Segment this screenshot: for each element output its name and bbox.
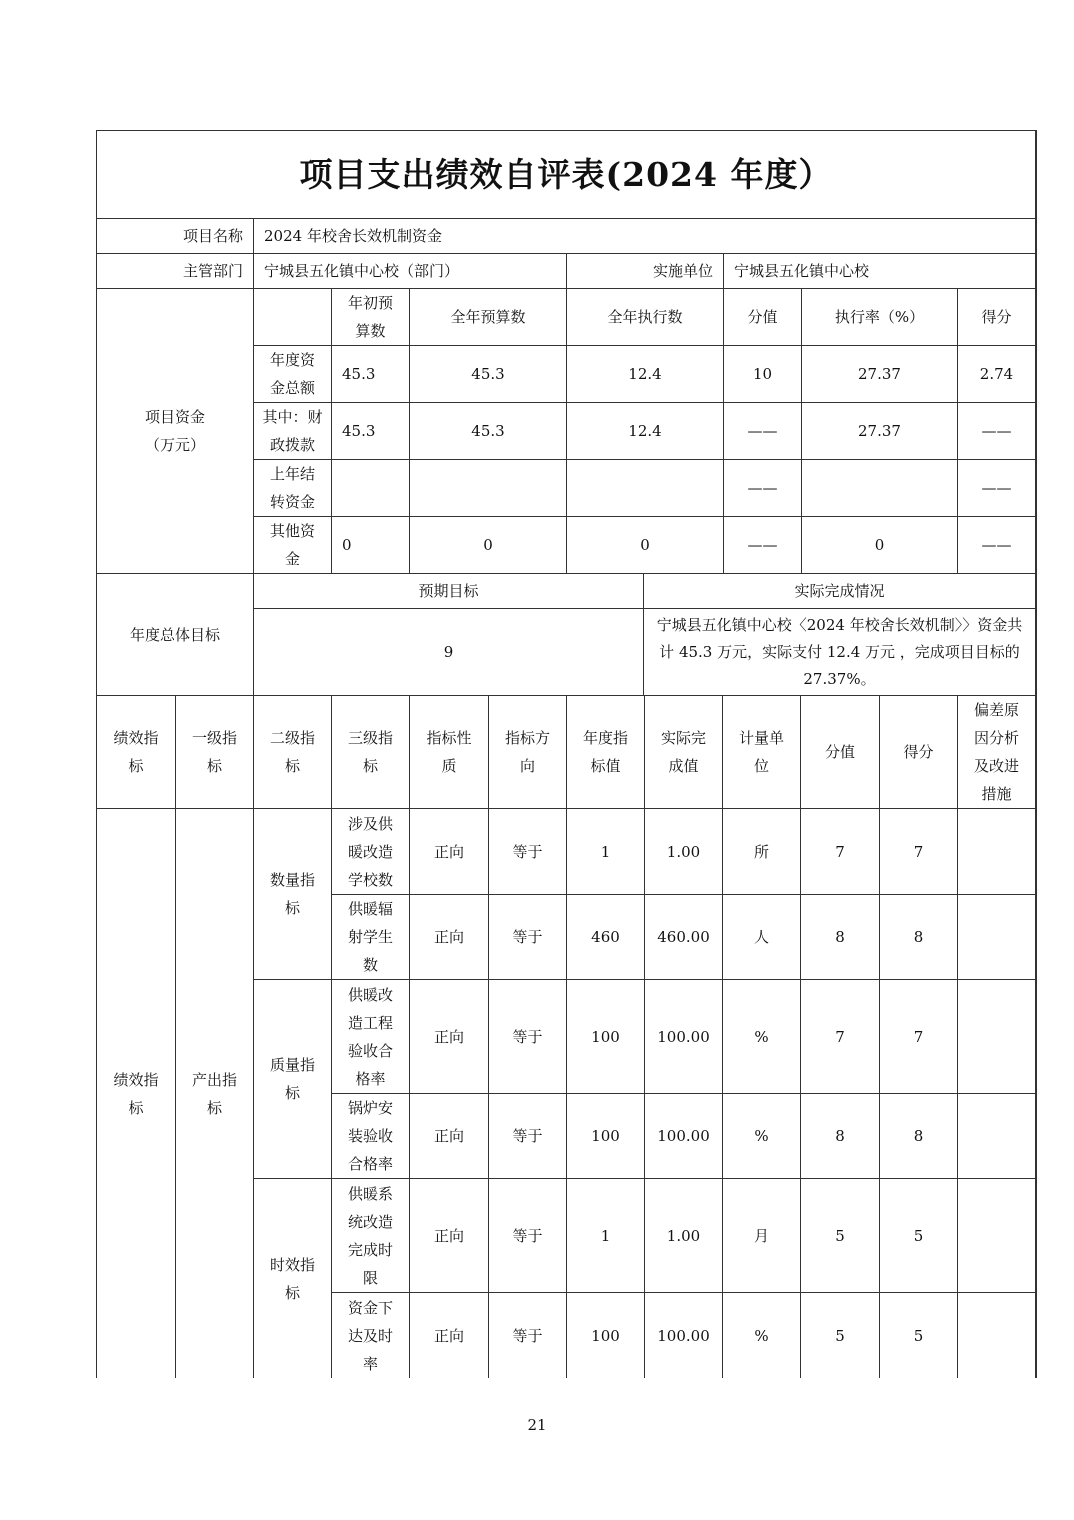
funds-header-4-text: 执行率（%） <box>834 308 925 326</box>
project-name-value-text: 2024 年校舍长效机制资金 <box>264 227 442 245</box>
ind-row-2-actual-text: 100.00 <box>657 1027 710 1046</box>
ind-row-0-target <box>567 809 645 895</box>
ind-row-5-actual <box>645 1293 723 1378</box>
impl-value <box>724 254 1036 289</box>
ind-header-5 <box>489 696 567 809</box>
ind-row-3-nature <box>410 1094 489 1179</box>
ind-row-2-note <box>958 980 1036 1094</box>
ind-header-3-text: 三级指 标 <box>347 729 393 775</box>
ind-row-2-target-text: 100 <box>591 1027 620 1046</box>
funds-row-1-initial <box>332 403 410 460</box>
ind-row-3-name <box>332 1094 410 1179</box>
goal-actual-value-text: 宁城县五化镇中心校〈2024 年校舍长效机制〉〉资金共计 45.3 万元，实际支付 12.4 万元 ，完成项目目标的 27.37%。 <box>656 615 1023 688</box>
funds-row-3-score_value-text: —— <box>747 536 778 554</box>
funds-row-0-initial <box>332 346 410 403</box>
ind-row-3-name-text: 锅炉安 装验收 合格率 <box>347 1099 393 1173</box>
funds-header-0-text: 年初预 算数 <box>347 294 393 340</box>
funds-row-1-rate <box>802 403 958 460</box>
funds-header-2-text: 全年执行数 <box>607 308 683 326</box>
ind-header-11 <box>958 696 1036 809</box>
ind-row-3-direction <box>489 1094 567 1179</box>
ind-row-4-actual-text: 1.00 <box>666 1226 701 1245</box>
ind-row-1-nature <box>410 895 489 980</box>
funds-row-2-initial <box>332 460 410 517</box>
ind-row-4-direction <box>489 1179 567 1293</box>
goal-actual-header-text: 实际完成情况 <box>794 582 885 600</box>
ind-row-1-name-text: 供暖辐 射学生 数 <box>347 900 393 974</box>
ind-row-3-target-text: 100 <box>591 1127 620 1145</box>
ind-group-1-text: 质量指 标 <box>269 1056 315 1102</box>
dept-label <box>97 254 254 289</box>
funds-row-3-score-text: —— <box>981 536 1012 554</box>
ind-row-0-nature-text: 正向 <box>433 842 464 861</box>
ind-row-4-unit <box>723 1179 801 1293</box>
performance-table <box>96 130 1037 1378</box>
funds-section-label-text: 项目资金 （万元） <box>144 408 205 454</box>
funds-row-label-3-text: 其他资 金 <box>269 522 315 568</box>
ind-row-5-direction-text: 等于 <box>512 1326 543 1345</box>
ind-header-7-text: 实际完 成值 <box>660 729 706 775</box>
funds-row-2-rate <box>802 460 958 517</box>
funds-row-label-2-text: 上年结 转资金 <box>269 465 315 511</box>
ind-row-1-unit-text: 人 <box>753 928 769 946</box>
ind-row-2-nature-text: 正向 <box>433 1027 464 1046</box>
ind-row-1-score_value-text: 8 <box>835 928 845 946</box>
ind-row-2-nature <box>410 980 489 1094</box>
ind-row-0-unit-text: 所 <box>753 842 769 861</box>
goal-label <box>97 574 254 696</box>
funds-row-0-rate-text: 27.37 <box>858 365 901 383</box>
funds-row-0-score_value-text: 10 <box>752 365 773 383</box>
impl-label-text: 实施单位 <box>652 262 713 280</box>
ind-row-1-score_value <box>801 895 880 980</box>
ind-header-10 <box>880 696 958 809</box>
funds-row-3-executed-text: 0 <box>640 536 650 554</box>
ind-row-1-actual-text: 460.00 <box>657 928 710 946</box>
goal-expected-header-text: 预期目标 <box>418 582 479 600</box>
ind-header-9 <box>801 696 880 809</box>
funds-row-3-initial <box>332 517 410 574</box>
project-name-value <box>254 219 1036 254</box>
dept-value <box>254 254 567 289</box>
ind-row-0-score <box>880 809 958 895</box>
ind-group-0 <box>254 809 332 980</box>
ind-row-0-actual-text: 1.00 <box>666 842 701 861</box>
ind-header-0-text: 绩效指 标 <box>113 729 159 775</box>
ind-row-4-direction-text: 等于 <box>512 1226 543 1245</box>
ind-row-4-name-text: 供暖系 统改造 完成时 限 <box>347 1184 393 1287</box>
funds-row-label-0-text: 年度资 金总额 <box>269 351 315 397</box>
ind-row-2-score-text: 7 <box>913 1027 924 1046</box>
project-name-label <box>97 219 254 254</box>
ind-header-8 <box>723 696 801 809</box>
ind-row-4-note <box>958 1179 1036 1293</box>
ind-row-0-target-text: 1 <box>600 842 611 861</box>
goal-actual-header <box>644 574 1036 609</box>
ind-row-3-actual <box>645 1094 723 1179</box>
funds-header-0 <box>332 289 410 346</box>
funds-row-0-initial-text: 45.3 <box>342 365 376 383</box>
funds-row-0-annual-text: 45.3 <box>471 365 505 383</box>
ind-col1 <box>97 809 176 1378</box>
ind-row-0-nature <box>410 809 489 895</box>
ind-row-0-score_value <box>801 809 880 895</box>
ind-header-3 <box>332 696 410 809</box>
ind-header-4-text: 指标性 质 <box>426 729 472 775</box>
ind-row-2-name <box>332 980 410 1094</box>
ind-header-1 <box>176 696 254 809</box>
ind-row-1-nature-text: 正向 <box>433 928 464 946</box>
ind-row-3-nature-text: 正向 <box>433 1127 464 1145</box>
ind-row-3-note <box>958 1094 1036 1179</box>
ind-row-1-note <box>958 895 1036 980</box>
ind-row-0-direction <box>489 809 567 895</box>
funds-row-2-score-text: —— <box>981 479 1012 497</box>
ind-row-1-name <box>332 895 410 980</box>
ind-row-4-score-text: 5 <box>913 1226 924 1245</box>
ind-row-4-name <box>332 1179 410 1293</box>
funds-header-5-text: 得分 <box>981 308 1012 326</box>
funds-row-label-2 <box>254 460 332 517</box>
ind-row-4-target <box>567 1179 645 1293</box>
ind-row-5-score_value <box>801 1293 880 1378</box>
ind-row-1-direction-text: 等于 <box>512 928 543 946</box>
ind-row-4-actual <box>645 1179 723 1293</box>
ind-header-2-text: 二级指 标 <box>269 729 315 775</box>
ind-row-5-nature-text: 正向 <box>433 1326 464 1345</box>
ind-col1-text: 绩效指 标 <box>113 1070 159 1117</box>
funds-row-0-rate <box>802 346 958 403</box>
funds-header-blank <box>254 289 332 346</box>
ind-row-5-name-text: 资金下 达及时 率 <box>347 1298 393 1373</box>
page-title <box>97 131 1036 219</box>
funds-row-3-rate <box>802 517 958 574</box>
funds-row-label-3 <box>254 517 332 574</box>
ind-col2-text: 产出指 标 <box>191 1070 237 1117</box>
ind-row-1-score <box>880 895 958 980</box>
funds-row-0-score-text: 2.74 <box>979 365 1014 383</box>
ind-row-3-score <box>880 1094 958 1179</box>
ind-row-2-actual <box>645 980 723 1094</box>
ind-header-6 <box>567 696 645 809</box>
funds-row-1-score-text: —— <box>981 422 1012 440</box>
ind-row-3-score_value-text: 8 <box>835 1127 845 1145</box>
ind-row-3-target <box>567 1094 645 1179</box>
funds-row-0-annual <box>410 346 567 403</box>
funds-row-1-score <box>958 403 1036 460</box>
ind-row-5-name <box>332 1293 410 1378</box>
ind-group-2-text: 时效指 标 <box>269 1255 315 1302</box>
ind-row-2-score <box>880 980 958 1094</box>
ind-row-4-unit-text: 月 <box>753 1226 769 1245</box>
ind-row-2-unit <box>723 980 801 1094</box>
ind-row-0-unit <box>723 809 801 895</box>
ind-header-8-text: 计量单 位 <box>738 729 784 775</box>
funds-row-2-score_value <box>724 460 802 517</box>
ind-row-0-score_value-text: 7 <box>835 842 845 861</box>
funds-row-3-rate-text: 0 <box>874 536 885 554</box>
goal-expected-header <box>254 574 644 609</box>
ind-header-0 <box>97 696 176 809</box>
funds-row-1-annual-text: 45.3 <box>471 422 505 440</box>
funds-row-2-executed <box>567 460 724 517</box>
ind-header-10-text: 得分 <box>903 743 934 761</box>
ind-row-5-score-text: 5 <box>913 1326 924 1345</box>
funds-header-1 <box>410 289 567 346</box>
ind-row-3-score-text: 8 <box>913 1127 924 1145</box>
ind-row-2-unit-text: % <box>754 1027 769 1046</box>
ind-row-0-direction-text: 等于 <box>512 842 543 861</box>
ind-row-4-score_value-text: 5 <box>835 1226 845 1245</box>
ind-row-5-note <box>958 1293 1036 1378</box>
ind-row-5-nature <box>410 1293 489 1378</box>
dept-value-text: 宁城县五化镇中心校（部门） <box>264 262 460 280</box>
ind-row-5-actual-text: 100.00 <box>657 1326 710 1345</box>
ind-header-9-text: 分值 <box>824 743 855 761</box>
funds-row-1-score_value <box>724 403 802 460</box>
ind-row-2-score_value <box>801 980 880 1094</box>
ind-row-4-nature <box>410 1179 489 1293</box>
ind-row-0-actual <box>645 809 723 895</box>
funds-header-5 <box>958 289 1036 346</box>
impl-label <box>567 254 724 289</box>
funds-header-2 <box>567 289 724 346</box>
funds-row-1-executed-text: 12.4 <box>628 422 662 440</box>
funds-row-0-score <box>958 346 1036 403</box>
funds-row-2-annual <box>410 460 567 517</box>
ind-row-3-unit-text: % <box>754 1127 769 1145</box>
ind-group-1 <box>254 980 332 1179</box>
ind-row-0-name-text: 涉及供 暖改造 学校数 <box>347 814 393 889</box>
funds-row-label-1 <box>254 403 332 460</box>
ind-row-1-unit <box>723 895 801 980</box>
goal-label-text: 年度总体目标 <box>129 625 220 644</box>
ind-row-2-direction-text: 等于 <box>512 1027 543 1046</box>
funds-row-3-initial-text: 0 <box>342 536 352 554</box>
ind-row-3-actual-text: 100.00 <box>657 1127 710 1145</box>
ind-row-1-target <box>567 895 645 980</box>
ind-header-6-text: 年度指 标值 <box>582 729 628 775</box>
ind-group-2 <box>254 1179 332 1378</box>
funds-row-label-0 <box>254 346 332 403</box>
ind-row-5-score_value-text: 5 <box>835 1326 845 1345</box>
funds-section-label <box>97 289 254 574</box>
funds-row-0-executed-text: 12.4 <box>628 365 662 383</box>
ind-row-1-score-text: 8 <box>913 928 924 946</box>
ind-row-3-score_value <box>801 1094 880 1179</box>
ind-group-0-text: 数量指 标 <box>269 871 315 917</box>
page-number: 21 <box>527 1416 547 1434</box>
funds-row-1-annual <box>410 403 567 460</box>
goal-actual-value <box>644 609 1036 696</box>
funds-row-3-score_value <box>724 517 802 574</box>
goal-expected-value <box>254 609 644 696</box>
funds-row-3-executed <box>567 517 724 574</box>
funds-header-1-text: 全年预算数 <box>450 308 526 326</box>
funds-header-4 <box>802 289 958 346</box>
ind-header-1-text: 一级指 标 <box>191 729 237 775</box>
ind-header-7 <box>645 696 723 809</box>
ind-header-5-text: 指标方 向 <box>504 729 550 775</box>
impl-value-text: 宁城县五化镇中心校 <box>734 262 870 280</box>
ind-row-2-name-text: 供暖改 造工程 验收合 格率 <box>347 985 393 1088</box>
ind-col2 <box>176 809 254 1378</box>
funds-row-2-score <box>958 460 1036 517</box>
ind-row-2-target <box>567 980 645 1094</box>
funds-row-0-executed <box>567 346 724 403</box>
ind-row-4-score <box>880 1179 958 1293</box>
ind-row-5-direction <box>489 1293 567 1378</box>
ind-header-2 <box>254 696 332 809</box>
page-title-text: 项目支出绩效自评表(2024 年度） <box>299 154 833 194</box>
ind-row-4-nature-text: 正向 <box>433 1226 464 1245</box>
ind-row-4-target-text: 1 <box>600 1226 611 1245</box>
funds-row-1-initial-text: 45.3 <box>342 422 376 440</box>
project-name-label-text: 项目名称 <box>182 227 243 245</box>
ind-row-1-target-text: 460 <box>591 928 620 946</box>
funds-row-1-score_value-text: —— <box>747 422 778 440</box>
ind-row-4-score_value <box>801 1179 880 1293</box>
dept-label-text: 主管部门 <box>182 262 243 280</box>
ind-row-5-unit-text: % <box>754 1326 769 1345</box>
ind-row-5-target-text: 100 <box>591 1326 620 1345</box>
ind-row-1-direction <box>489 895 567 980</box>
funds-row-2-score_value-text: —— <box>747 479 778 497</box>
ind-row-5-score <box>880 1293 958 1378</box>
ind-header-11-text: 偏差原 因分析 及改进 措施 <box>973 701 1019 803</box>
funds-row-0-score_value <box>724 346 802 403</box>
funds-header-3 <box>724 289 802 346</box>
ind-row-3-direction-text: 等于 <box>512 1127 543 1145</box>
ind-row-2-score_value-text: 7 <box>835 1027 845 1046</box>
funds-row-3-score <box>958 517 1036 574</box>
goal-expected-value-text: 9 <box>443 643 454 661</box>
ind-row-1-actual <box>645 895 723 980</box>
ind-row-5-unit <box>723 1293 801 1378</box>
ind-row-0-score-text: 7 <box>913 842 924 861</box>
ind-row-5-target <box>567 1293 645 1378</box>
ind-row-0-name <box>332 809 410 895</box>
funds-row-1-executed <box>567 403 724 460</box>
funds-row-3-annual <box>410 517 567 574</box>
funds-row-1-rate-text: 27.37 <box>858 422 901 440</box>
ind-row-3-unit <box>723 1094 801 1179</box>
funds-row-3-annual-text: 0 <box>483 536 493 554</box>
ind-row-2-direction <box>489 980 567 1094</box>
funds-header-3-text: 分值 <box>747 308 778 326</box>
ind-row-0-note <box>958 809 1036 895</box>
funds-row-label-1-text: 其中：财 政拨款 <box>262 408 323 454</box>
ind-header-4 <box>410 696 489 809</box>
